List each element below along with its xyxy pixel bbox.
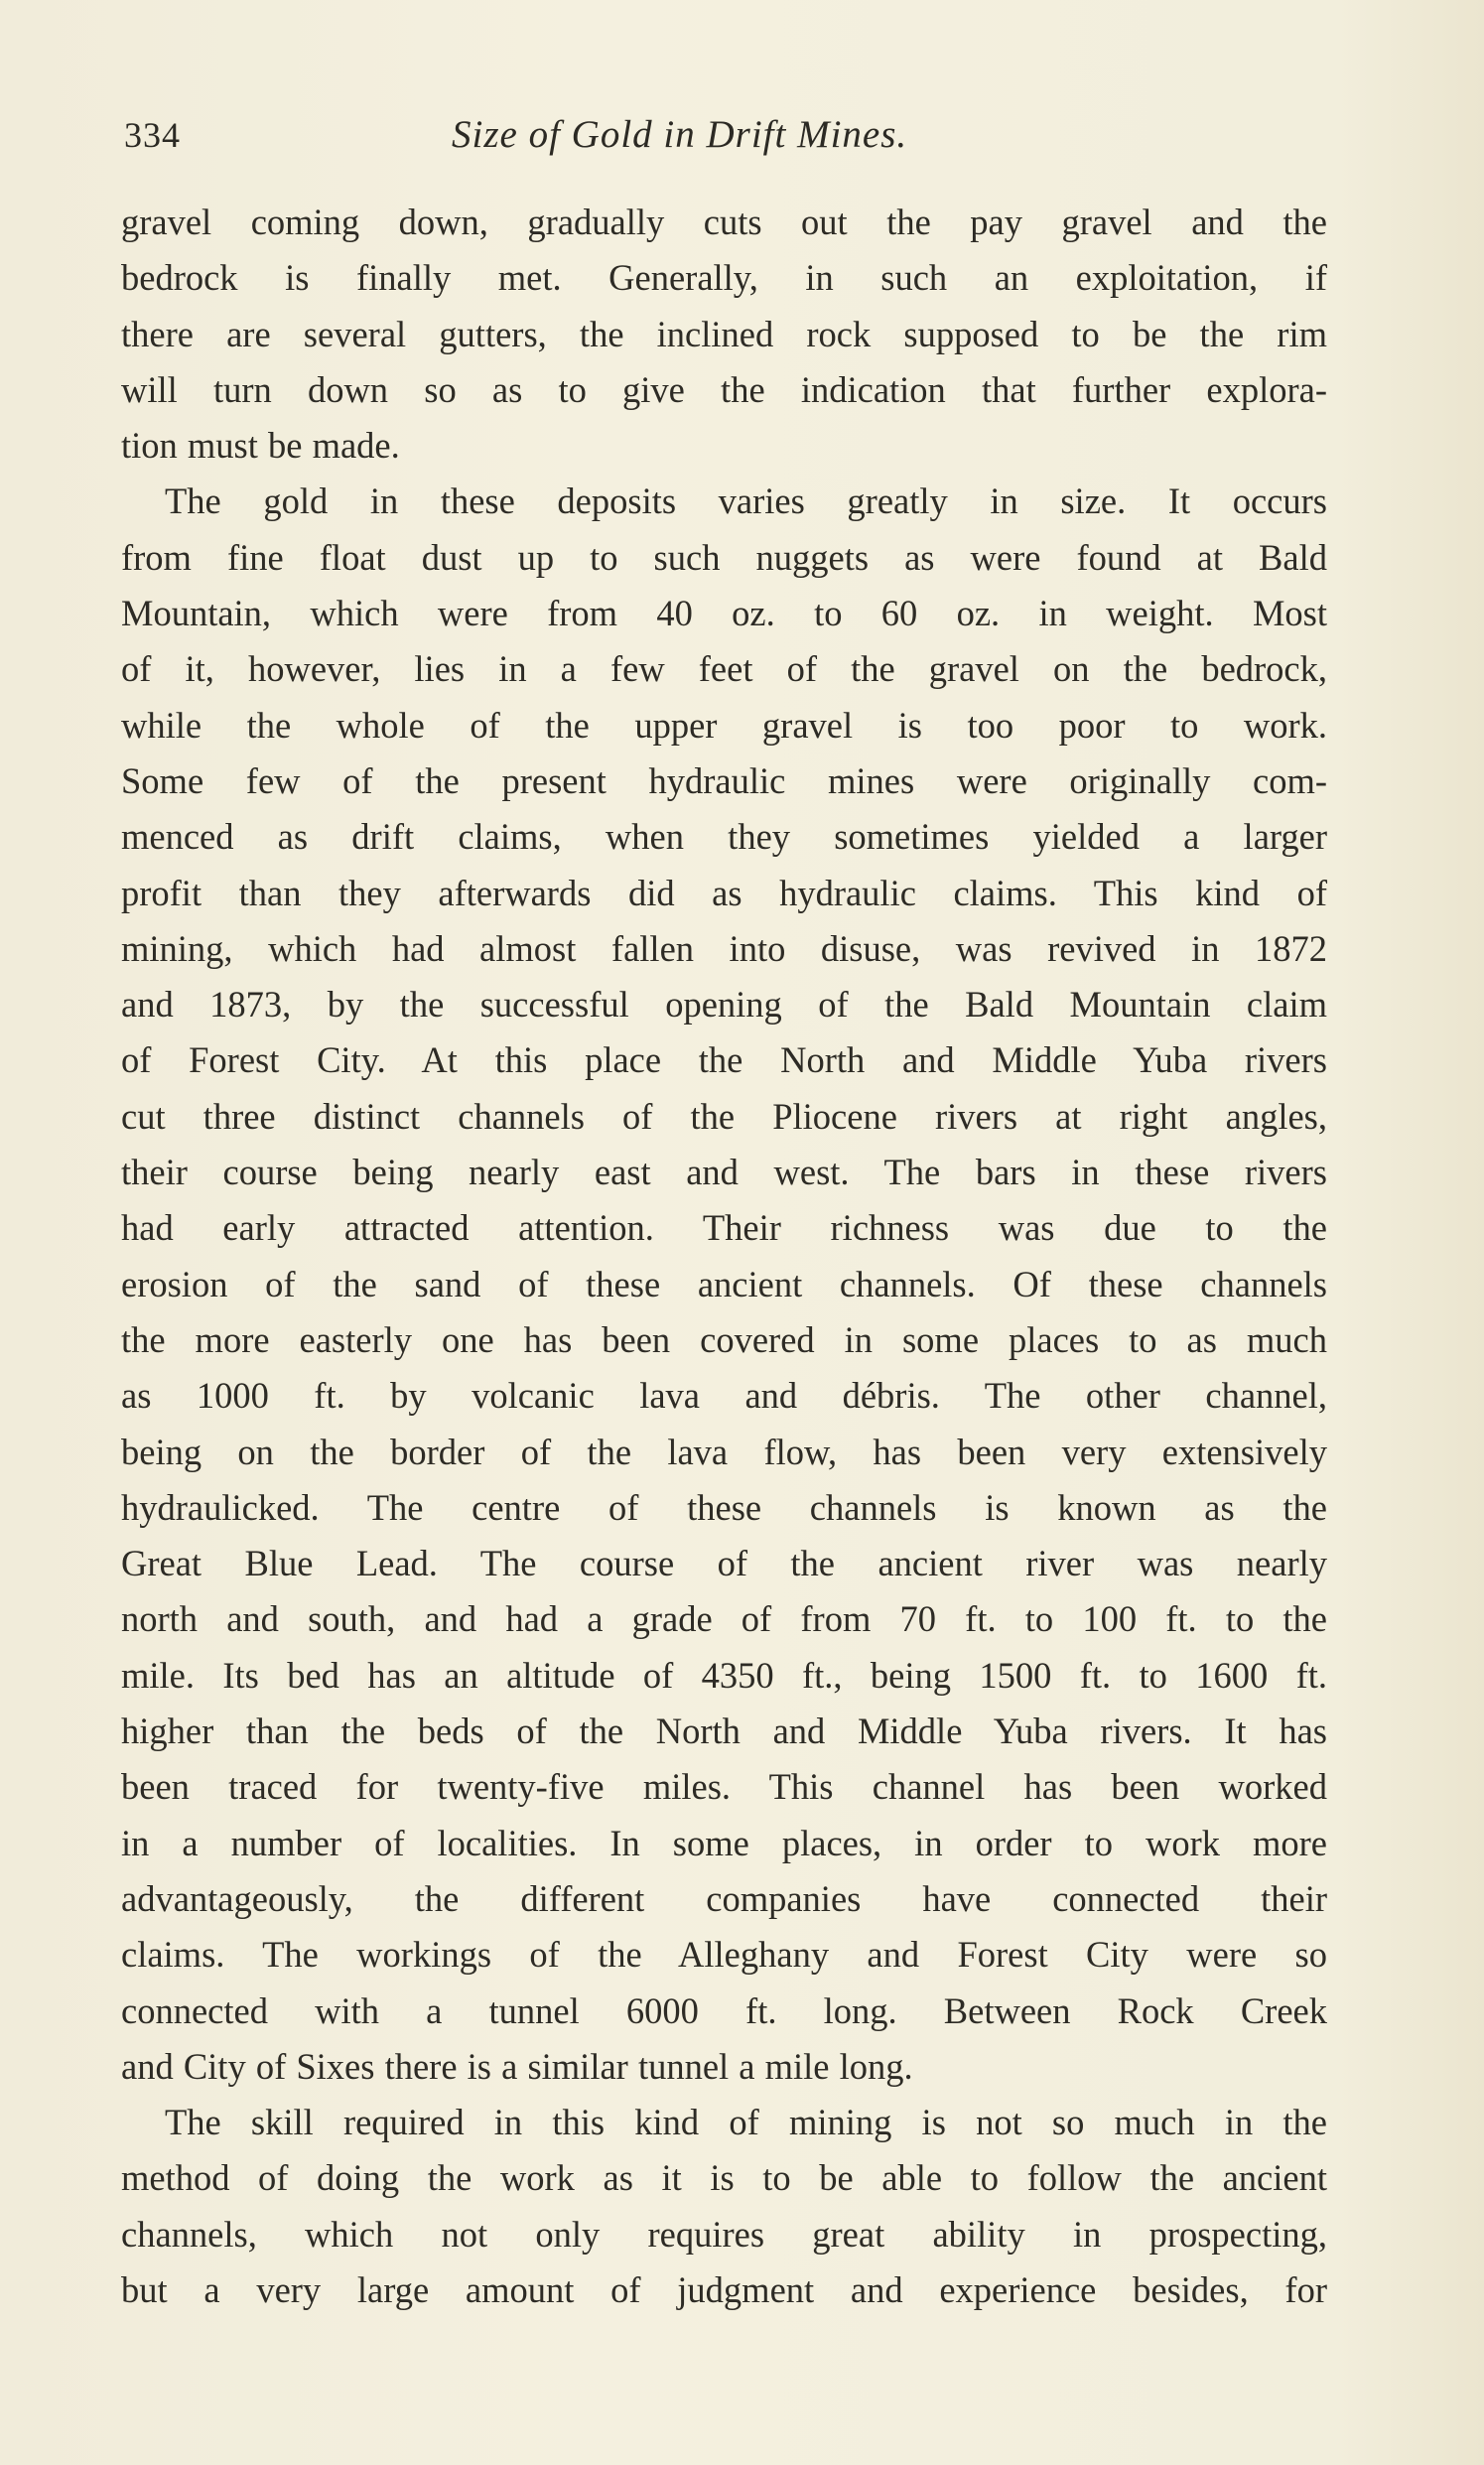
text-line: the more easterly one has been covered in some places to as much bbox=[121, 1318, 1327, 1360]
text-line: The gold in these deposits varies greatly in size. It occurs bbox=[165, 480, 1327, 522]
text-line: method of doing the work as it is to be able to follow the ancient bbox=[121, 2157, 1327, 2199]
text-line: but a very large amount of judgment and experience besides, for bbox=[121, 2268, 1327, 2310]
text-line: north and south, and had a grade of from 70 ft. to 100 ft. to the bbox=[121, 1598, 1327, 1640]
text-line: there are several gutters, the inclined rock supposed to be the rim bbox=[121, 313, 1327, 354]
text-line: of Forest City. At this place the North and Middle Yuba rivers bbox=[121, 1039, 1327, 1081]
text-line: The skill required in this kind of mining is not so much in the bbox=[165, 2102, 1327, 2143]
text-line: of it, however, lies in a few feet of the gravel on the bedrock, bbox=[121, 648, 1327, 690]
text-line: had early attracted attention. Their richness was due to the bbox=[121, 1207, 1327, 1249]
text-line: and 1873, by the successful opening of the Bald Mountain claim bbox=[121, 984, 1327, 1026]
text-line: hydraulicked. The centre of these channels is known as the bbox=[121, 1486, 1327, 1528]
text-line: in a number of localities. In some places, in order to work more bbox=[121, 1822, 1327, 1863]
text-line: Great Blue Lead. The course of the ancient river was nearly bbox=[121, 1543, 1327, 1584]
text-line: mile. Its bed has an altitude of 4350 ft., being 1500 ft. to 1600 ft. bbox=[121, 1654, 1327, 1696]
text-line: as 1000 ft. by volcanic lava and débris. The other channel, bbox=[121, 1375, 1327, 1417]
text-line: profit than they afterwards did as hydraulic claims. This kind of bbox=[121, 872, 1327, 913]
text-line: tion must be made. bbox=[121, 425, 400, 467]
text-line: claims. The workings of the Alleghany and Forest City were so bbox=[121, 1934, 1327, 1976]
text-line: Some few of the present hydraulic mines were originally com- bbox=[121, 759, 1327, 801]
text-line: Mountain, which were from 40 oz. to 60 oz. in weight. Most bbox=[121, 593, 1327, 634]
text-line: gravel coming down, gradually cuts out the pay gravel and the bbox=[121, 202, 1327, 242]
text-line: menced as drift claims, when they sometimes yielded a larger bbox=[121, 816, 1327, 858]
paragraph-2 bbox=[121, 474, 1327, 2095]
text-line: channels, which not only requires great ability in prospecting, bbox=[121, 2213, 1327, 2255]
text-line: their course being nearly east and west. The bars in these rivers bbox=[121, 1152, 1327, 1193]
text-line: and City of Sixes there is a similar tunnel a mile long. bbox=[121, 2045, 913, 2087]
text-line: connected with a tunnel 6000 ft. long. Between Rock Creek bbox=[121, 1989, 1327, 2031]
text-line: been traced for twenty-five miles. This channel has been worked bbox=[121, 1766, 1327, 1808]
running-title: Size of Gold in Drift Mines. bbox=[452, 113, 908, 156]
page-number: 334 bbox=[124, 115, 181, 155]
text-line: from fine float dust up to such nuggets as were found at Bald bbox=[121, 536, 1327, 578]
paragraph-1 bbox=[121, 195, 1327, 474]
text-line: being on the border of the lava flow, has been very extensively bbox=[121, 1431, 1327, 1472]
text-line: advantageously, the different companies have connected their bbox=[121, 1877, 1327, 1919]
text-line: mining, which had almost fallen into disuse, was revived in 1872 bbox=[121, 927, 1327, 969]
body-text bbox=[121, 195, 1327, 2318]
running-head bbox=[124, 107, 1347, 167]
text-line: while the whole of the upper gravel is too poor to work. bbox=[121, 704, 1327, 746]
text-line: cut three distinct channels of the Pliocene rivers at right angles, bbox=[121, 1095, 1327, 1137]
text-line: bedrock is finally met. Generally, in such an exploitation, if bbox=[121, 257, 1327, 299]
paragraph-3 bbox=[121, 2095, 1327, 2318]
text-line: erosion of the sand of these ancient channels. Of these channels bbox=[121, 1263, 1327, 1304]
text-line: higher than the beds of the North and Middle Yuba rivers. It has bbox=[121, 1711, 1327, 1752]
text-line: will turn down so as to give the indication that further explora- bbox=[121, 368, 1327, 410]
